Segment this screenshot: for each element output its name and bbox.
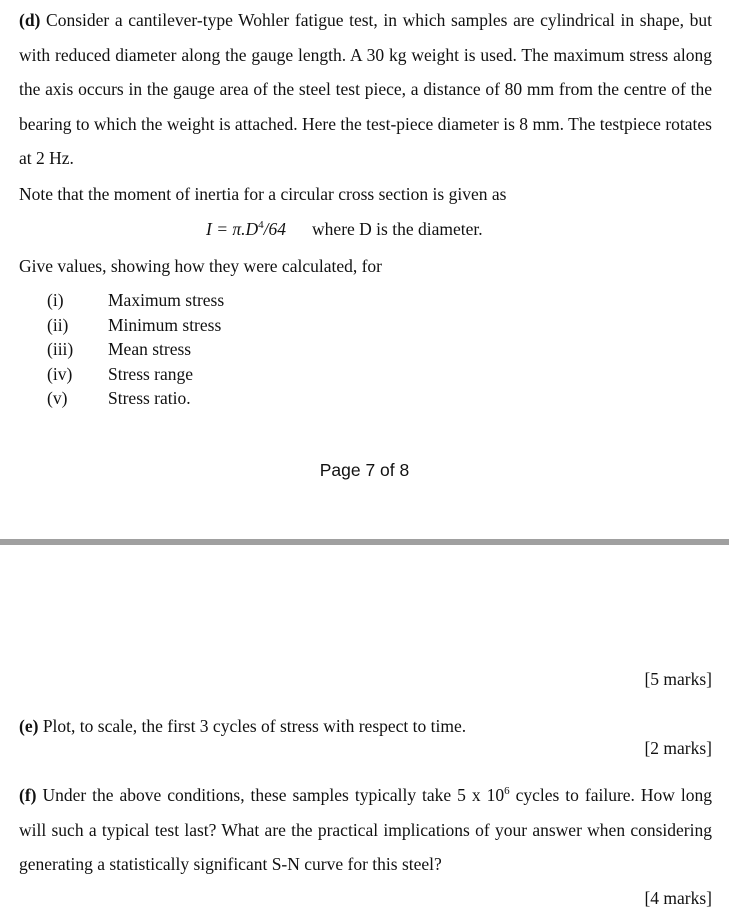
part-d-marks: [5 marks] — [644, 669, 712, 689]
moment-of-inertia-note: Note that the moment of inertia for a circular cross section is given as — [19, 184, 507, 204]
part-d-text: Consider a cantilever-type Wohler fatigue test, in which samples are cylindrical in shape, but with reduced diameter along the gauge length. A 30 kg weight is used. The maximum stress along the axis occurs in the gauge area of the steel test piece, a distance of 80 mm from the centre of the bearing to which the weight is attached. Here the test-piece diameter is 8 mm. The testpiece rotates at 2 Hz. — [19, 10, 712, 168]
page-footer: Page 7 of 8 — [319, 460, 410, 480]
part-e-paragraph — [19, 714, 466, 738]
part-f-label: (f) — [19, 785, 37, 805]
formula-lhs: I = π.D — [206, 219, 259, 239]
list-item-number: (ii) — [47, 314, 69, 335]
list-item-number: (v) — [47, 388, 68, 409]
part-f-exponent: 6 — [504, 785, 510, 798]
part-e-label: (e) — [19, 716, 39, 736]
part-e-marks: [2 marks] — [644, 738, 712, 758]
part-f-text-before: Under the above conditions, these samples typically take 5 x 10 — [42, 785, 505, 805]
part-e-text: Plot, to scale, the first 3 cycles of stress with respect to time. — [42, 716, 467, 736]
list-item-number: (iv) — [47, 363, 73, 384]
formula-exponent: 4 — [258, 219, 264, 232]
list-item-text: Stress range — [108, 363, 194, 384]
list-item-number: (iii) — [47, 339, 74, 360]
question-prompt: Give values, showing how they were calculated, for — [19, 256, 383, 276]
list-item-text: Maximum stress — [108, 290, 225, 310]
list-item-text: Mean stress — [108, 339, 192, 360]
part-d-paragraph — [19, 3, 712, 176]
list-item-number: (i) — [47, 290, 64, 310]
page-break-divider — [0, 539, 729, 545]
formula-where: where D is the diameter. — [312, 219, 483, 239]
formula-rhs: /64 — [263, 219, 287, 239]
part-f-paragraph — [19, 778, 712, 882]
formula-line — [206, 217, 483, 241]
part-f-text-after: cycles to failure. How long will such a typical test last? What are the practical implications of your answer when considering generating a statistically significant S-N curve for this steel? — [19, 785, 713, 874]
list-item-text: Minimum stress — [108, 314, 222, 335]
part-f-marks: [4 marks] — [644, 888, 712, 908]
part-d-label: (d) — [19, 10, 41, 30]
list-item-text: Stress ratio. — [108, 388, 191, 409]
